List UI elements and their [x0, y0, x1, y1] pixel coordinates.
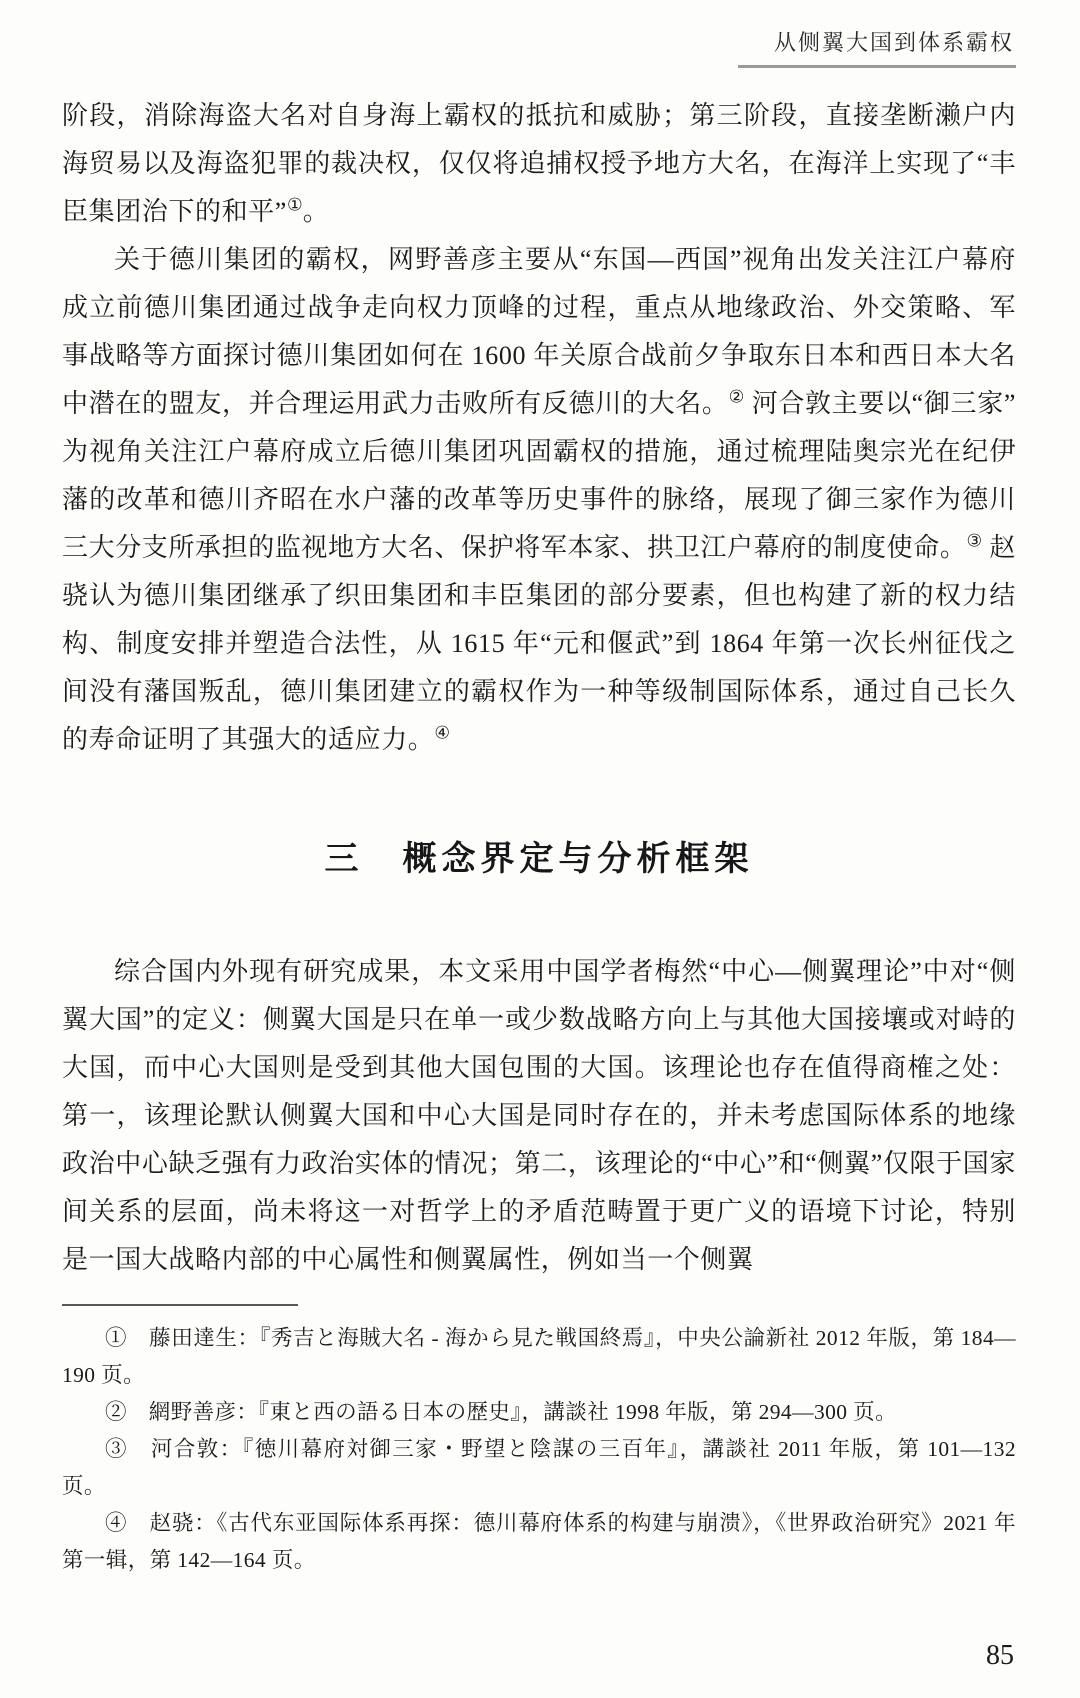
footnote-reference: ④	[434, 722, 451, 743]
body-paragraph-tokugawa-hegemony: 关于德川集团的霸权，网野善彦主要从“东国—西国”视角出发关注江户幕府成立前德川集团通过战争走向权力顶峰的过程，重点从地缘政治、外交策略、军事战略等方面探讨德川集团如何在 1600 年关原合战前夕争取东日本和西日本大名中潜在的盟友，并合理运用武力击败所有反德川的大名。② 河合敦主要以“御三家”为视角关注江户幕府成立后德川集团巩固霸权的措施，通过梳理陆奥宗光在纪伊藩的改革和德川齐昭在水户藩的改革等历史事件的脉络，展现了御三家作为德川三大分支所承担的监视地方大名、保护将军本家、拱卫江户幕府的制度使命。③ 赵骁认为德川集团继承了织田集团和丰臣集团的部分要素，但也构建了新的权力结构、制度安排并塑造合法性，从 1615 年“元和偃武”到 1864 年第一次长州征伐之间没有藩国叛乱，德川集团建立的霸权作为一种等级制国际体系，通过自己长久的寿命证明了其强大的适应力。④	[62, 245, 1017, 754]
footnote-3: ③ 河合敦：『徳川幕府対御三家・野望と陰謀の三百年』，講談社 2011 年版，第 101—132 页。	[62, 1437, 1016, 1498]
footnote-reference: ③	[966, 530, 983, 551]
running-title: 从侧翼大国到体系霸权	[738, 26, 1016, 68]
footnote-separator	[62, 1304, 298, 1306]
footnote-2: ② 網野善彦：『東と西の語る日本の歴史』，講談社 1998 年版，第 294—300 页。	[105, 1400, 898, 1424]
footnote-1: ① 藤田達生：『秀吉と海賊大名 - 海から見た戦国終焉』，中央公論新社 2012 年版，第 184—190 页。	[62, 1326, 1016, 1387]
body-paragraph-continuation: 阶段，消除海盗大名对自身海上霸权的抵抗和威胁；第三阶段，直接垄断濑户内海贸易以及海盗犯罪的裁决权，仅仅将追捕权授予地方大名，在海洋上实现了“丰臣集团治下的和平”①。	[62, 101, 1016, 226]
body-paragraph-concept-definition: 综合国内外现有研究成果，本文采用中国学者梅然“中心—侧翼理论”中对“侧翼大国”的定义：侧翼大国是只在单一或少数战略方向上与其他大国接壤或对峙的大国，而中心大国则是受到其他大国包围的大国。该理论也存在值得商榷之处：第一，该理论默认侧翼大国和中心大国是同时存在的，并未考虑国际体系的地缘政治中心缺乏强有力政治实体的情况；第二，该理论的“中心”和“侧翼”仅限于国家间关系的层面，尚未将这一对哲学上的矛盾范畴置于更广义的语境下讨论，特别是一国大战略内部的中心属性和侧翼属性，例如当一个侧翼	[62, 957, 1016, 1274]
page-number: 85	[986, 1640, 1014, 1671]
footnote-reference: ②	[728, 386, 745, 407]
section-heading: 三 概念界定与分析框架	[324, 841, 754, 878]
page-body	[62, 92, 1016, 1284]
footnote-4: ④ 赵骁：《古代东亚国际体系再探：德川幕府体系的构建与崩溃》，《世界政治研究》2021 年第一辑，第 142—164 页。	[62, 1511, 1016, 1572]
page-header	[62, 26, 1016, 68]
footnotes-section	[62, 1304, 1016, 1579]
footnote-reference: ①	[286, 194, 303, 215]
